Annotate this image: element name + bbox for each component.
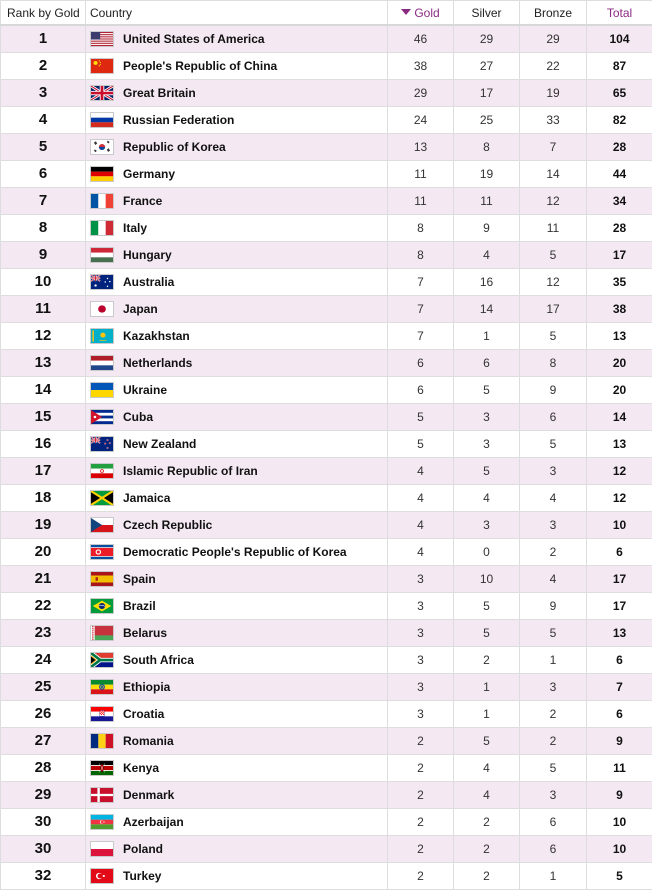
netherlands-flag-icon [90, 355, 114, 371]
silver-cell: 5 [454, 727, 520, 754]
jamaica-flag-icon [90, 490, 114, 506]
bronze-cell: 8 [520, 349, 587, 376]
table-row [1, 538, 652, 565]
gold-cell: 11 [388, 160, 454, 187]
gold-cell: 2 [388, 781, 454, 808]
romania-flag-icon [90, 733, 114, 749]
silver-cell: 1 [454, 700, 520, 727]
country-name[interactable]: Spain [123, 572, 156, 586]
gold-cell: 3 [388, 592, 454, 619]
table-row [1, 403, 652, 430]
gold-cell: 38 [388, 52, 454, 79]
country-cell [86, 106, 388, 133]
country-cell [86, 835, 388, 862]
bronze-cell: 33 [520, 106, 587, 133]
country-cell [86, 241, 388, 268]
silver-cell: 3 [454, 511, 520, 538]
ethiopia-flag-icon [90, 679, 114, 695]
bronze-cell: 6 [520, 835, 587, 862]
table-row [1, 430, 652, 457]
total-cell: 20 [587, 349, 652, 376]
bronze-cell: 5 [520, 430, 587, 457]
bronze-cell: 5 [520, 754, 587, 781]
country-cell [86, 187, 388, 214]
silver-cell: 5 [454, 457, 520, 484]
denmark-flag-icon [90, 787, 114, 803]
silver-cell: 9 [454, 214, 520, 241]
total-cell: 6 [587, 538, 652, 565]
rank-cell: 10 [1, 268, 86, 295]
rank-cell: 16 [1, 430, 86, 457]
country-name[interactable]: Italy [123, 221, 147, 235]
rank-cell: 32 [1, 862, 86, 889]
country-name[interactable]: Great Britain [123, 86, 196, 100]
country-name[interactable]: Azerbaijan [123, 815, 184, 829]
bronze-cell: 1 [520, 862, 587, 889]
country-name[interactable]: Kenya [123, 761, 159, 775]
total-cell: 34 [587, 187, 652, 214]
belarus-flag-icon [90, 625, 114, 641]
rank-cell: 19 [1, 511, 86, 538]
rank-cell: 15 [1, 403, 86, 430]
croatia-flag-icon [90, 706, 114, 722]
bronze-cell: 12 [520, 268, 587, 295]
country-name[interactable]: Hungary [123, 248, 172, 262]
total-cell: 13 [587, 322, 652, 349]
total-cell: 9 [587, 727, 652, 754]
table-row [1, 214, 652, 241]
total-cell: 9 [587, 781, 652, 808]
turkey-flag-icon [90, 868, 114, 884]
italy-flag-icon [90, 220, 114, 236]
rank-cell: 21 [1, 565, 86, 592]
rank-cell: 5 [1, 133, 86, 160]
ukraine-flag-icon [90, 382, 114, 398]
country-cell [86, 727, 388, 754]
rank-cell: 27 [1, 727, 86, 754]
country-name[interactable]: France [123, 194, 162, 208]
bronze-cell: 3 [520, 457, 587, 484]
total-cell: 14 [587, 403, 652, 430]
country-cell [86, 403, 388, 430]
sort-descending-icon [401, 9, 411, 15]
country-cell [86, 619, 388, 646]
country-cell [86, 79, 388, 106]
gold-cell: 11 [388, 187, 454, 214]
bronze-cell: 4 [520, 565, 587, 592]
rank-cell: 30 [1, 808, 86, 835]
rank-cell: 3 [1, 79, 86, 106]
gold-cell: 3 [388, 673, 454, 700]
total-cell: 6 [587, 646, 652, 673]
total-cell: 20 [587, 376, 652, 403]
bronze-cell: 3 [520, 781, 587, 808]
bronze-cell: 1 [520, 646, 587, 673]
country-cell [86, 214, 388, 241]
country-name[interactable]: Romania [123, 734, 174, 748]
rank-cell: 22 [1, 592, 86, 619]
table-row [1, 646, 652, 673]
silver-cell: 14 [454, 295, 520, 322]
north-korea-flag-icon [90, 544, 114, 560]
gold-cell: 29 [388, 79, 454, 106]
silver-cell: 2 [454, 835, 520, 862]
gold-cell: 8 [388, 214, 454, 241]
azerbaijan-flag-icon [90, 814, 114, 830]
cuba-flag-icon [90, 409, 114, 425]
gold-cell: 3 [388, 565, 454, 592]
country-cell [86, 52, 388, 79]
silver-cell: 29 [454, 25, 520, 52]
column-header-country[interactable]: Country [86, 1, 388, 26]
column-header-gold[interactable] [388, 1, 454, 26]
japan-flag-icon [90, 301, 114, 317]
bronze-cell: 11 [520, 214, 587, 241]
south-africa-flag-icon [90, 652, 114, 668]
gold-cell: 24 [388, 106, 454, 133]
silver-cell: 2 [454, 862, 520, 889]
kenya-flag-icon [90, 760, 114, 776]
total-cell: 35 [587, 268, 652, 295]
spain-flag-icon [90, 571, 114, 587]
table-row [1, 727, 652, 754]
country-cell [86, 268, 388, 295]
country-name[interactable]: United States of America [123, 32, 265, 46]
total-cell: 11 [587, 754, 652, 781]
table-row [1, 592, 652, 619]
total-cell: 13 [587, 430, 652, 457]
country-name[interactable]: Islamic Republic of Iran [123, 464, 258, 478]
country-name[interactable]: Jamaica [123, 491, 170, 505]
country-cell [86, 457, 388, 484]
total-cell: 87 [587, 52, 652, 79]
silver-cell: 27 [454, 52, 520, 79]
table-row [1, 25, 652, 52]
column-header-rank[interactable]: Rank by Gold [1, 1, 86, 26]
country-name[interactable]: Czech Republic [123, 518, 212, 532]
table-row [1, 484, 652, 511]
total-cell: 28 [587, 133, 652, 160]
bronze-cell: 22 [520, 52, 587, 79]
gold-cell: 8 [388, 241, 454, 268]
table-row [1, 106, 652, 133]
bronze-cell: 4 [520, 484, 587, 511]
country-name[interactable]: Japan [123, 302, 158, 316]
country-name[interactable]: Russian Federation [123, 113, 234, 127]
table-row [1, 673, 652, 700]
table-row [1, 457, 652, 484]
gold-cell: 7 [388, 268, 454, 295]
total-cell: 17 [587, 592, 652, 619]
country-cell [86, 673, 388, 700]
silver-cell: 3 [454, 403, 520, 430]
silver-cell: 10 [454, 565, 520, 592]
country-name[interactable]: Ethiopia [123, 680, 170, 694]
gold-cell: 3 [388, 619, 454, 646]
country-name[interactable]: Croatia [123, 707, 164, 721]
total-cell: 13 [587, 619, 652, 646]
rank-cell: 30 [1, 835, 86, 862]
total-cell: 12 [587, 484, 652, 511]
country-name[interactable]: Kazakhstan [123, 329, 190, 343]
rank-cell: 28 [1, 754, 86, 781]
country-name[interactable]: Republic of Korea [123, 140, 226, 154]
silver-cell: 5 [454, 619, 520, 646]
bronze-cell: 14 [520, 160, 587, 187]
table-row [1, 133, 652, 160]
gold-cell: 4 [388, 538, 454, 565]
silver-cell: 2 [454, 646, 520, 673]
bronze-cell: 2 [520, 727, 587, 754]
silver-cell: 5 [454, 376, 520, 403]
total-cell: 38 [587, 295, 652, 322]
country-name[interactable]: Poland [123, 842, 163, 856]
bronze-cell: 6 [520, 808, 587, 835]
total-cell: 7 [587, 673, 652, 700]
gold-cell: 7 [388, 295, 454, 322]
rank-cell: 8 [1, 214, 86, 241]
bronze-cell: 3 [520, 511, 587, 538]
usa-flag-icon [90, 31, 114, 47]
gold-cell: 2 [388, 862, 454, 889]
gold-cell: 2 [388, 727, 454, 754]
rank-cell: 7 [1, 187, 86, 214]
silver-cell: 4 [454, 754, 520, 781]
gold-cell: 6 [388, 376, 454, 403]
gold-cell: 2 [388, 808, 454, 835]
silver-cell: 25 [454, 106, 520, 133]
bronze-cell: 9 [520, 376, 587, 403]
total-cell: 12 [587, 457, 652, 484]
table-row [1, 700, 652, 727]
country-cell [86, 565, 388, 592]
brazil-flag-icon [90, 598, 114, 614]
france-flag-icon [90, 193, 114, 209]
table-row [1, 241, 652, 268]
silver-cell: 8 [454, 133, 520, 160]
silver-cell: 4 [454, 241, 520, 268]
silver-cell: 16 [454, 268, 520, 295]
table-row [1, 619, 652, 646]
country-cell [86, 754, 388, 781]
gold-cell: 4 [388, 484, 454, 511]
country-cell [86, 295, 388, 322]
iran-flag-icon [90, 463, 114, 479]
poland-flag-icon [90, 841, 114, 857]
rank-cell: 12 [1, 322, 86, 349]
gold-cell: 46 [388, 25, 454, 52]
gold-cell: 5 [388, 430, 454, 457]
rank-cell: 6 [1, 160, 86, 187]
total-cell: 10 [587, 511, 652, 538]
rank-cell: 23 [1, 619, 86, 646]
table-row [1, 79, 652, 106]
country-cell [86, 511, 388, 538]
country-name[interactable]: People's Republic of China [123, 59, 277, 73]
country-name[interactable]: Australia [123, 275, 174, 289]
total-cell: 17 [587, 241, 652, 268]
kazakhstan-flag-icon [90, 328, 114, 344]
country-cell [86, 646, 388, 673]
country-name[interactable]: South Africa [123, 653, 194, 667]
gold-cell: 2 [388, 835, 454, 862]
silver-cell: 17 [454, 79, 520, 106]
table-row [1, 268, 652, 295]
table-row [1, 322, 652, 349]
silver-cell: 3 [454, 430, 520, 457]
country-cell [86, 700, 388, 727]
country-name[interactable]: New Zealand [123, 437, 196, 451]
new-zealand-flag-icon [90, 436, 114, 452]
total-cell: 65 [587, 79, 652, 106]
column-header-gold-label: Gold [414, 6, 439, 20]
table-row [1, 835, 652, 862]
russia-flag-icon [90, 112, 114, 128]
bronze-cell: 6 [520, 403, 587, 430]
country-cell [86, 25, 388, 52]
table-row [1, 349, 652, 376]
bronze-cell: 9 [520, 592, 587, 619]
country-name[interactable]: Turkey [123, 869, 161, 883]
total-cell: 44 [587, 160, 652, 187]
gold-cell: 4 [388, 457, 454, 484]
country-cell [86, 133, 388, 160]
total-cell: 6 [587, 700, 652, 727]
country-name[interactable]: Brazil [123, 599, 156, 613]
column-header-total[interactable]: Total [587, 1, 652, 26]
column-header-bronze[interactable]: Bronze [520, 1, 587, 26]
silver-cell: 1 [454, 322, 520, 349]
country-name[interactable]: Denmark [123, 788, 174, 802]
total-cell: 28 [587, 214, 652, 241]
total-cell: 10 [587, 808, 652, 835]
gold-cell: 6 [388, 349, 454, 376]
bronze-cell: 19 [520, 79, 587, 106]
rank-cell: 2 [1, 52, 86, 79]
table-row [1, 52, 652, 79]
rank-cell: 29 [1, 781, 86, 808]
bronze-cell: 2 [520, 700, 587, 727]
table-row [1, 781, 652, 808]
silver-cell: 11 [454, 187, 520, 214]
total-cell: 82 [587, 106, 652, 133]
table-row [1, 754, 652, 781]
country-cell [86, 808, 388, 835]
rank-cell: 17 [1, 457, 86, 484]
rank-cell: 26 [1, 700, 86, 727]
table-row [1, 376, 652, 403]
table-header [1, 1, 652, 26]
country-cell [86, 322, 388, 349]
total-cell: 17 [587, 565, 652, 592]
silver-cell: 2 [454, 808, 520, 835]
china-flag-icon [90, 58, 114, 74]
silver-cell: 4 [454, 484, 520, 511]
gold-cell: 2 [388, 754, 454, 781]
table-row [1, 808, 652, 835]
country-cell [86, 781, 388, 808]
silver-cell: 0 [454, 538, 520, 565]
germany-flag-icon [90, 166, 114, 182]
rank-cell: 25 [1, 673, 86, 700]
bronze-cell: 5 [520, 241, 587, 268]
czech-republic-flag-icon [90, 517, 114, 533]
gold-cell: 3 [388, 700, 454, 727]
total-cell: 104 [587, 25, 652, 52]
silver-cell: 1 [454, 673, 520, 700]
bronze-cell: 5 [520, 322, 587, 349]
bronze-cell: 7 [520, 133, 587, 160]
gold-cell: 4 [388, 511, 454, 538]
gold-cell: 5 [388, 403, 454, 430]
silver-cell: 4 [454, 781, 520, 808]
bronze-cell: 2 [520, 538, 587, 565]
table-row [1, 160, 652, 187]
silver-cell: 5 [454, 592, 520, 619]
rank-cell: 4 [1, 106, 86, 133]
table-row [1, 511, 652, 538]
country-cell [86, 592, 388, 619]
country-cell [86, 430, 388, 457]
bronze-cell: 12 [520, 187, 587, 214]
silver-cell: 19 [454, 160, 520, 187]
table-row [1, 187, 652, 214]
total-cell: 5 [587, 862, 652, 889]
rank-cell: 9 [1, 241, 86, 268]
hungary-flag-icon [90, 247, 114, 263]
rank-cell: 20 [1, 538, 86, 565]
country-name[interactable]: Netherlands [123, 356, 192, 370]
bronze-cell: 17 [520, 295, 587, 322]
country-cell [86, 349, 388, 376]
south-korea-flag-icon [90, 139, 114, 155]
column-header-silver[interactable]: Silver [454, 1, 520, 26]
country-cell [86, 484, 388, 511]
rank-cell: 24 [1, 646, 86, 673]
country-name[interactable]: Ukraine [123, 383, 167, 397]
country-cell [86, 538, 388, 565]
gold-cell: 3 [388, 646, 454, 673]
country-cell [86, 160, 388, 187]
rank-cell: 13 [1, 349, 86, 376]
gold-cell: 13 [388, 133, 454, 160]
bronze-cell: 5 [520, 619, 587, 646]
rank-cell: 11 [1, 295, 86, 322]
country-name[interactable]: Cuba [123, 410, 153, 424]
country-name[interactable]: Democratic People's Republic of Korea [123, 545, 347, 559]
bronze-cell: 29 [520, 25, 587, 52]
silver-cell: 6 [454, 349, 520, 376]
bronze-cell: 3 [520, 673, 587, 700]
rank-cell: 14 [1, 376, 86, 403]
country-name[interactable]: Belarus [123, 626, 167, 640]
rank-cell: 1 [1, 25, 86, 52]
great-britain-flag-icon [90, 85, 114, 101]
rank-cell: 18 [1, 484, 86, 511]
gold-cell: 7 [388, 322, 454, 349]
total-cell: 10 [587, 835, 652, 862]
country-cell [86, 862, 388, 889]
australia-flag-icon [90, 274, 114, 290]
table-row [1, 862, 652, 889]
table-body [1, 25, 652, 889]
table-row [1, 565, 652, 592]
table-row [1, 295, 652, 322]
country-name[interactable]: Germany [123, 167, 175, 181]
country-cell [86, 376, 388, 403]
